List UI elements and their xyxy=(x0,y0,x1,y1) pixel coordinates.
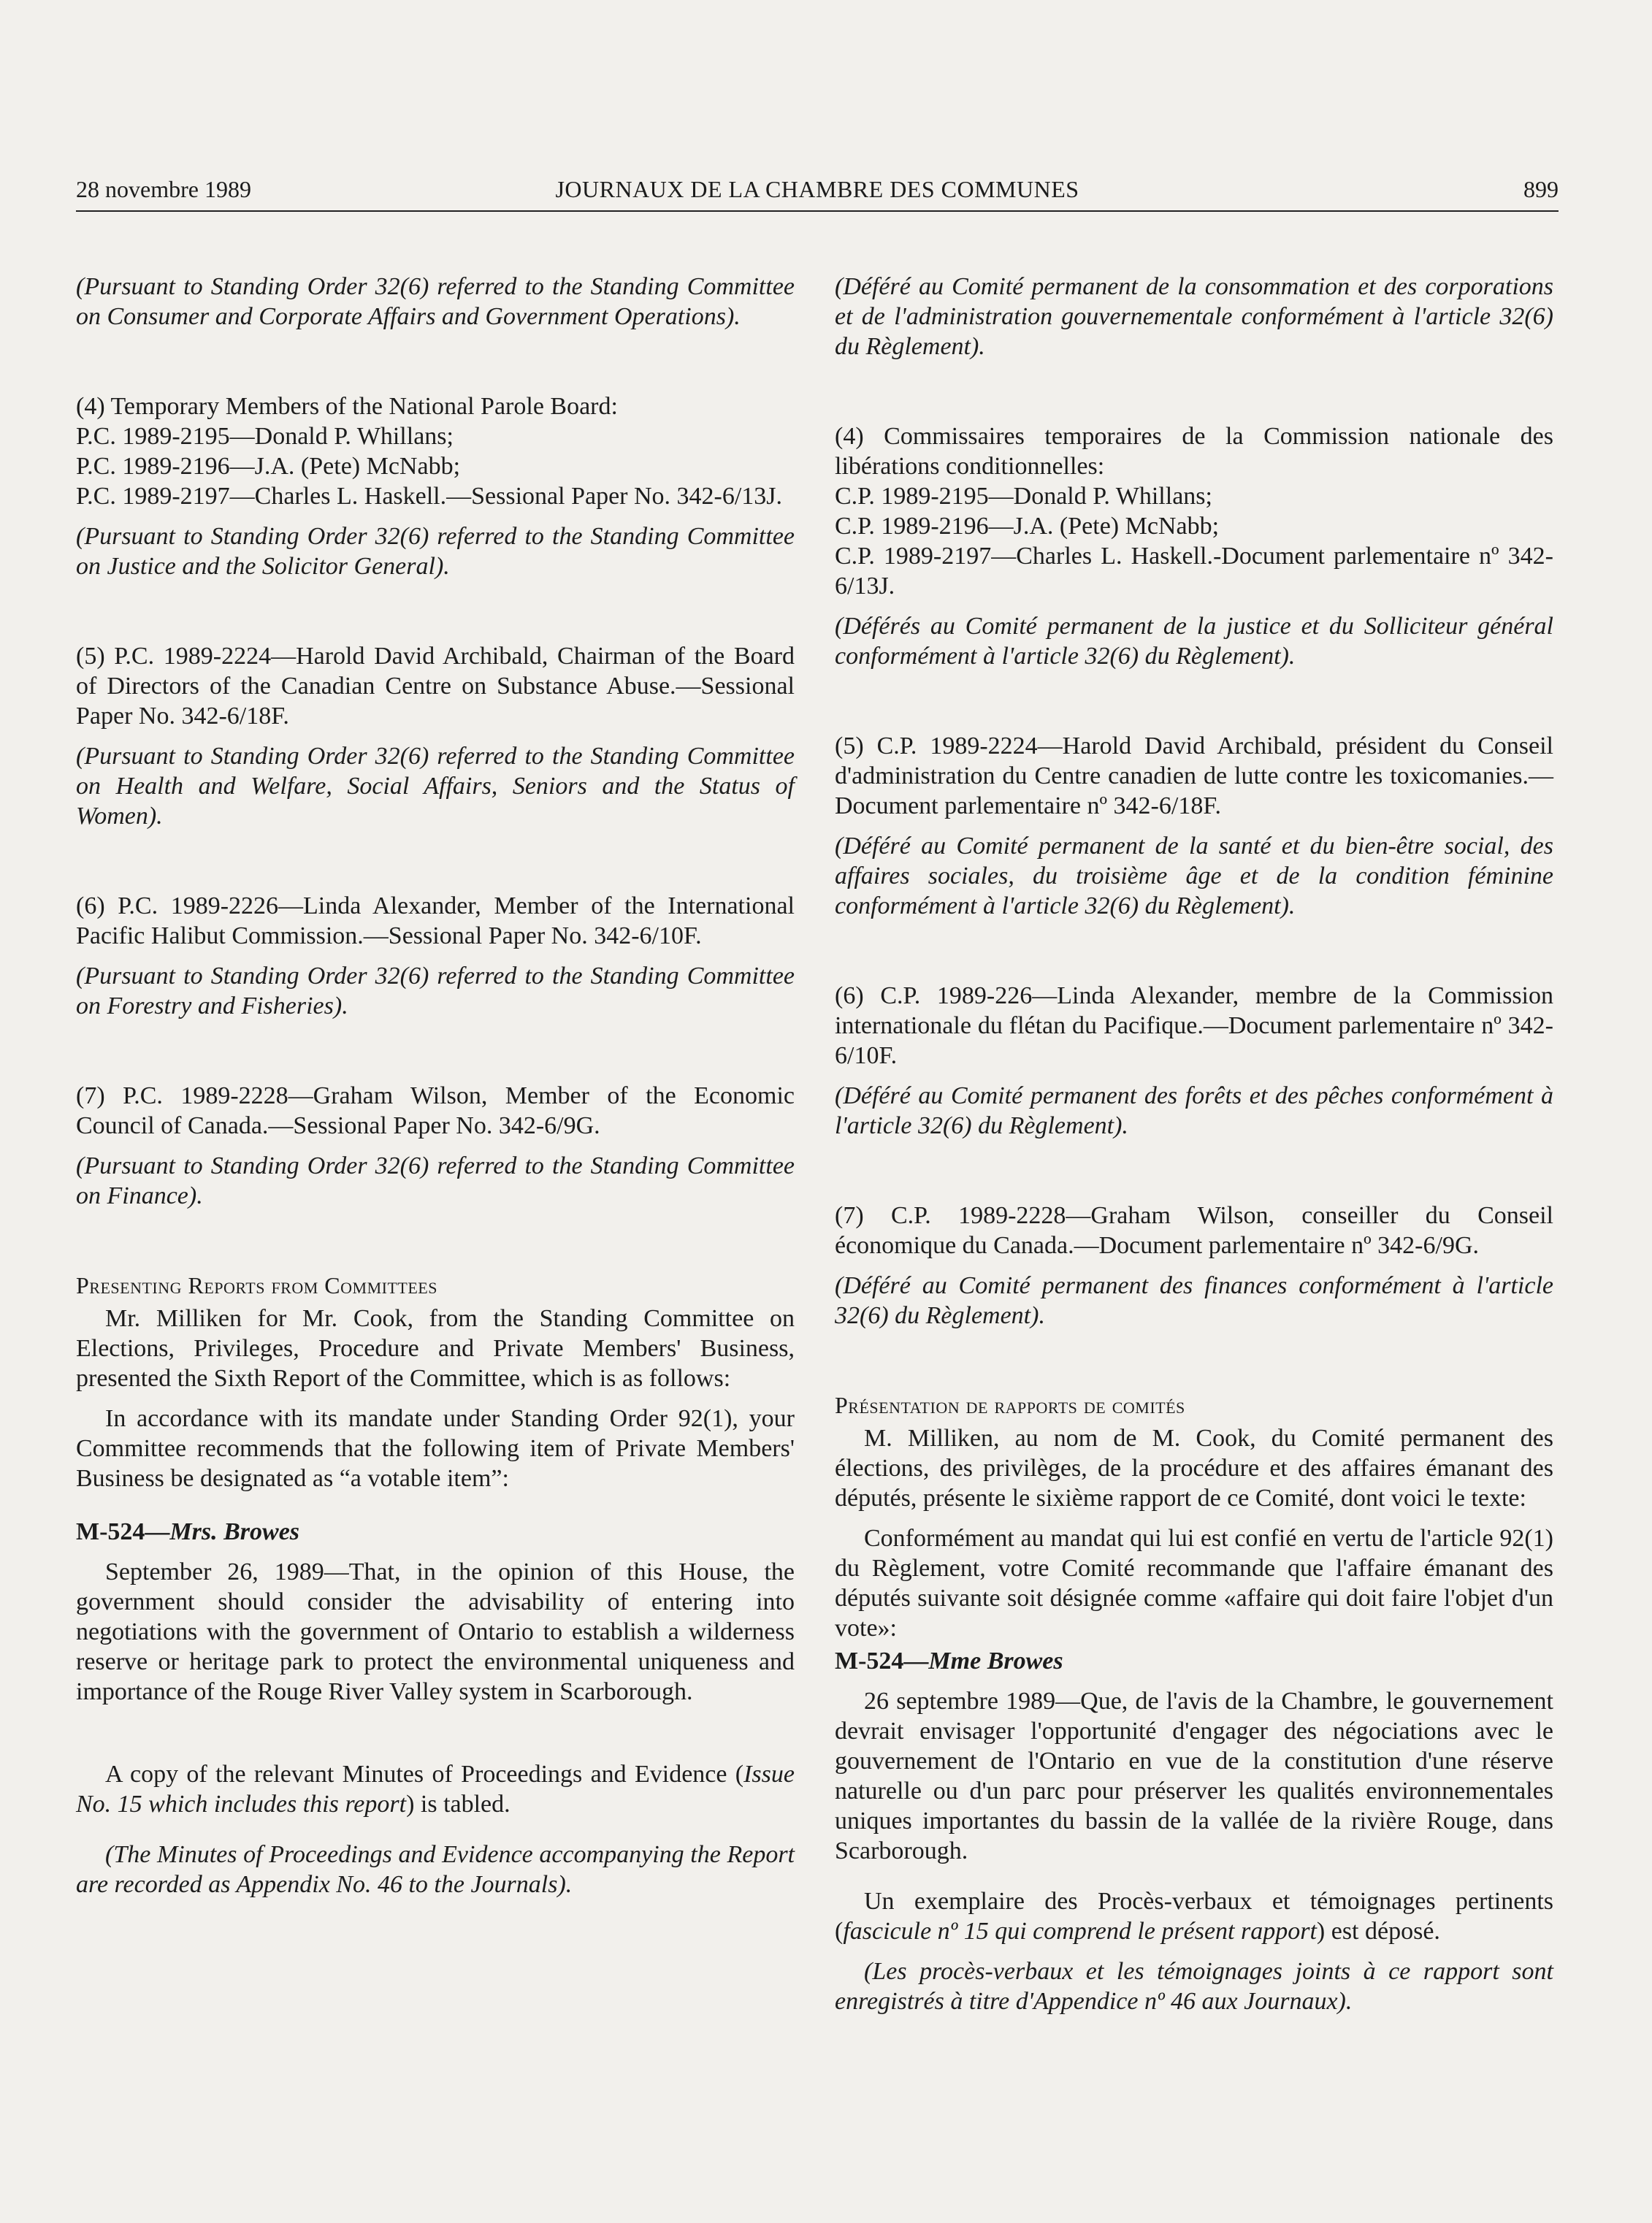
page-header xyxy=(76,172,1559,206)
item4-line: P.C. 1989-2197—Charles L. Haskell.—Sessional Paper No. 342-6/13J. xyxy=(76,483,783,510)
referral-note: (Déféré au Comité permanent des forêts et des pêches conformément à l'article 32(6) du Règlement). xyxy=(835,1082,1553,1139)
referral-note: (Déféré au Comité permanent de la consommation et des corporations et de l'administration gouvernementale conformément à l'article 32(6) du Règlement). xyxy=(835,273,1553,360)
item5: (5) C.P. 1989-2224—Harold David Archibald, président du Conseil d'administration du Centre canadien de lutte contre les toxicomanies.—Document parlementaire nº 342-6/18F. xyxy=(835,732,1553,819)
header-title: JOURNAUX DE LA CHAMBRE DES COMMUNES xyxy=(555,176,1079,202)
motion-number: M-524— xyxy=(835,1648,929,1675)
item5: (5) P.C. 1989-2224—Harold David Archibald, Chairman of the Board of Directors of the Canadian Centre on Substance Abuse.—Sessional Paper No. 342-6/18F. xyxy=(76,643,795,730)
header-rule xyxy=(76,210,1559,212)
appendix-note: (The Minutes of Proceedings and Evidence accompanying the Report are recorded as Appendix No. 46 to the Journals). xyxy=(76,1841,795,1898)
item4-line: C.P. 1989-2197—Charles L. Haskell.-Document parlementaire nº 342-6/13J. xyxy=(835,543,1553,600)
motion-number: M-524— xyxy=(76,1518,170,1545)
item4-line: C.P. 1989-2196—J.A. (Pete) McNabb; xyxy=(835,513,1220,540)
item4-line: C.P. 1989-2195—Donald P. Whillans; xyxy=(835,483,1212,510)
french-column xyxy=(835,272,1553,2016)
motion-title xyxy=(76,1517,795,1547)
referral-note: (Déféré au Comité permanent de la santé et du bien-être social, des affaires sociales, du troisième âge et de la condition féminine conformément à l'article 32(6) du Règlement). xyxy=(835,833,1553,919)
section-heading: Presenting Reports from Committees xyxy=(76,1272,437,1298)
motion-text: 26 septembre 1989—Que, de l'avis de la Chambre, le gouvernement devrait envisager l'opportunité d'engager des négociations avec le gouvernement de l'Ontario en vue de la constitution d'une réserve naturelle ou d'un parc pour préserver les qualités environnementales uniques importantes du bassin de la vallée de la rivière Rouge, dans Scarborough. xyxy=(835,1688,1553,1864)
motion-member: Mrs. Browes xyxy=(169,1518,300,1545)
report-text: In accordance with its mandate under Standing Order 92(1), your Committee recommends that the following item of Private Members' Business be designated as “a votable item”: xyxy=(76,1405,795,1492)
referral-note: (Déférés au Comité permanent de la justice et du Solliciteur général conformément à l'article 32(6) du Règlement). xyxy=(835,613,1553,670)
item4-line: P.C. 1989-2195—Donald P. Whillans; xyxy=(76,423,454,450)
referral-note: (Pursuant to Standing Order 32(6) referred to the Standing Committee on Finance). xyxy=(76,1152,795,1209)
item7: (7) P.C. 1989-2228—Graham Wilson, Member of the Economic Council of Canada.—Sessional Paper No. 342-6/9G. xyxy=(76,1082,795,1139)
item4-line: P.C. 1989-2196—J.A. (Pete) McNabb; xyxy=(76,453,461,480)
item6: (6) P.C. 1989-2226—Linda Alexander, Member of the International Pacific Halibut Commission.—Sessional Paper No. 342-6/10F. xyxy=(76,892,795,949)
item6: (6) C.P. 1989-226—Linda Alexander, membre de la Commission internationale du flétan du Pacifique.—Document parlementaire nº 342-6/10F. xyxy=(835,982,1553,1069)
item4-line: (4) Temporary Members of the National Parole Board: xyxy=(76,393,618,420)
english-column xyxy=(76,272,795,1899)
motion-member: Mme Browes xyxy=(928,1648,1063,1675)
motion-text: September 26, 1989—That, in the opinion of this House, the government should consider the advisability of entering into negotiations with the government of Ontario to establish a wilderness reserve or heritage park to protect the environmental uniqueness and importance of the Rouge River Valley system in Scarborough. xyxy=(76,1558,795,1705)
referral-note: (Pursuant to Standing Order 32(6) referred to the Standing Committee on Justice and the Solicitor General). xyxy=(76,523,795,580)
report-intro: M. Milliken, au nom de M. Cook, du Comité permanent des élections, des privilèges, de la procédure et des affaires émanant des députés, présente le sixième rapport de ce Comité, dont voici le texte: xyxy=(835,1425,1553,1512)
header-date: 28 novembre 1989 xyxy=(76,176,251,202)
tabled-copy-note: A copy of the relevant Minutes of Proceedings and Evidence (Issue No. 15 which includes this report) is tabled. xyxy=(76,1761,795,1818)
motion-title xyxy=(835,1646,1553,1676)
referral-note: (Déféré au Comité permanent des finances conformément à l'article 32(6) du Règlement). xyxy=(835,1272,1553,1329)
item7: (7) C.P. 1989-2228—Graham Wilson, conseiller du Conseil économique du Canada.—Document parlementaire nº 342-6/9G. xyxy=(835,1202,1553,1259)
section-heading: Présentation de rapports de comités xyxy=(835,1392,1185,1418)
item4-line: (4) Commissaires temporaires de la Commission nationale des libérations conditionnelles: xyxy=(835,423,1553,480)
page-number: 899 xyxy=(1523,176,1559,202)
appendix-note: (Les procès-verbaux et les témoignages joints à ce rapport sont enregistrés à titre d'Appendice nº 46 aux Journaux). xyxy=(835,1958,1553,2015)
report-intro: Mr. Milliken for Mr. Cook, from the Standing Committee on Elections, Privileges, Procedure and Private Members' Business, presented the Sixth Report of the Committee, which is as follows: xyxy=(76,1305,795,1392)
tabled-copy-note: Un exemplaire des Procès-verbaux et témoignages pertinents (fascicule nº 15 qui comprend le présent rapport) est déposé. xyxy=(835,1888,1553,1945)
report-text: Conformément au mandat qui lui est confié en vertu de l'article 92(1) du Règlement, votre Comité recommande que l'affaire émanant des députés suivante soit désignée comme «affaire qui doit faire l'objet d'un vote»: xyxy=(835,1525,1553,1642)
referral-note: (Pursuant to Standing Order 32(6) referred to the Standing Committee on Consumer and Corporate Affairs and Government Operations). xyxy=(76,273,795,330)
referral-note: (Pursuant to Standing Order 32(6) referred to the Standing Committee on Forestry and Fisheries). xyxy=(76,963,795,1019)
referral-note: (Pursuant to Standing Order 32(6) referred to the Standing Committee on Health and Welfare, Social Affairs, Seniors and the Status of Women). xyxy=(76,743,795,830)
